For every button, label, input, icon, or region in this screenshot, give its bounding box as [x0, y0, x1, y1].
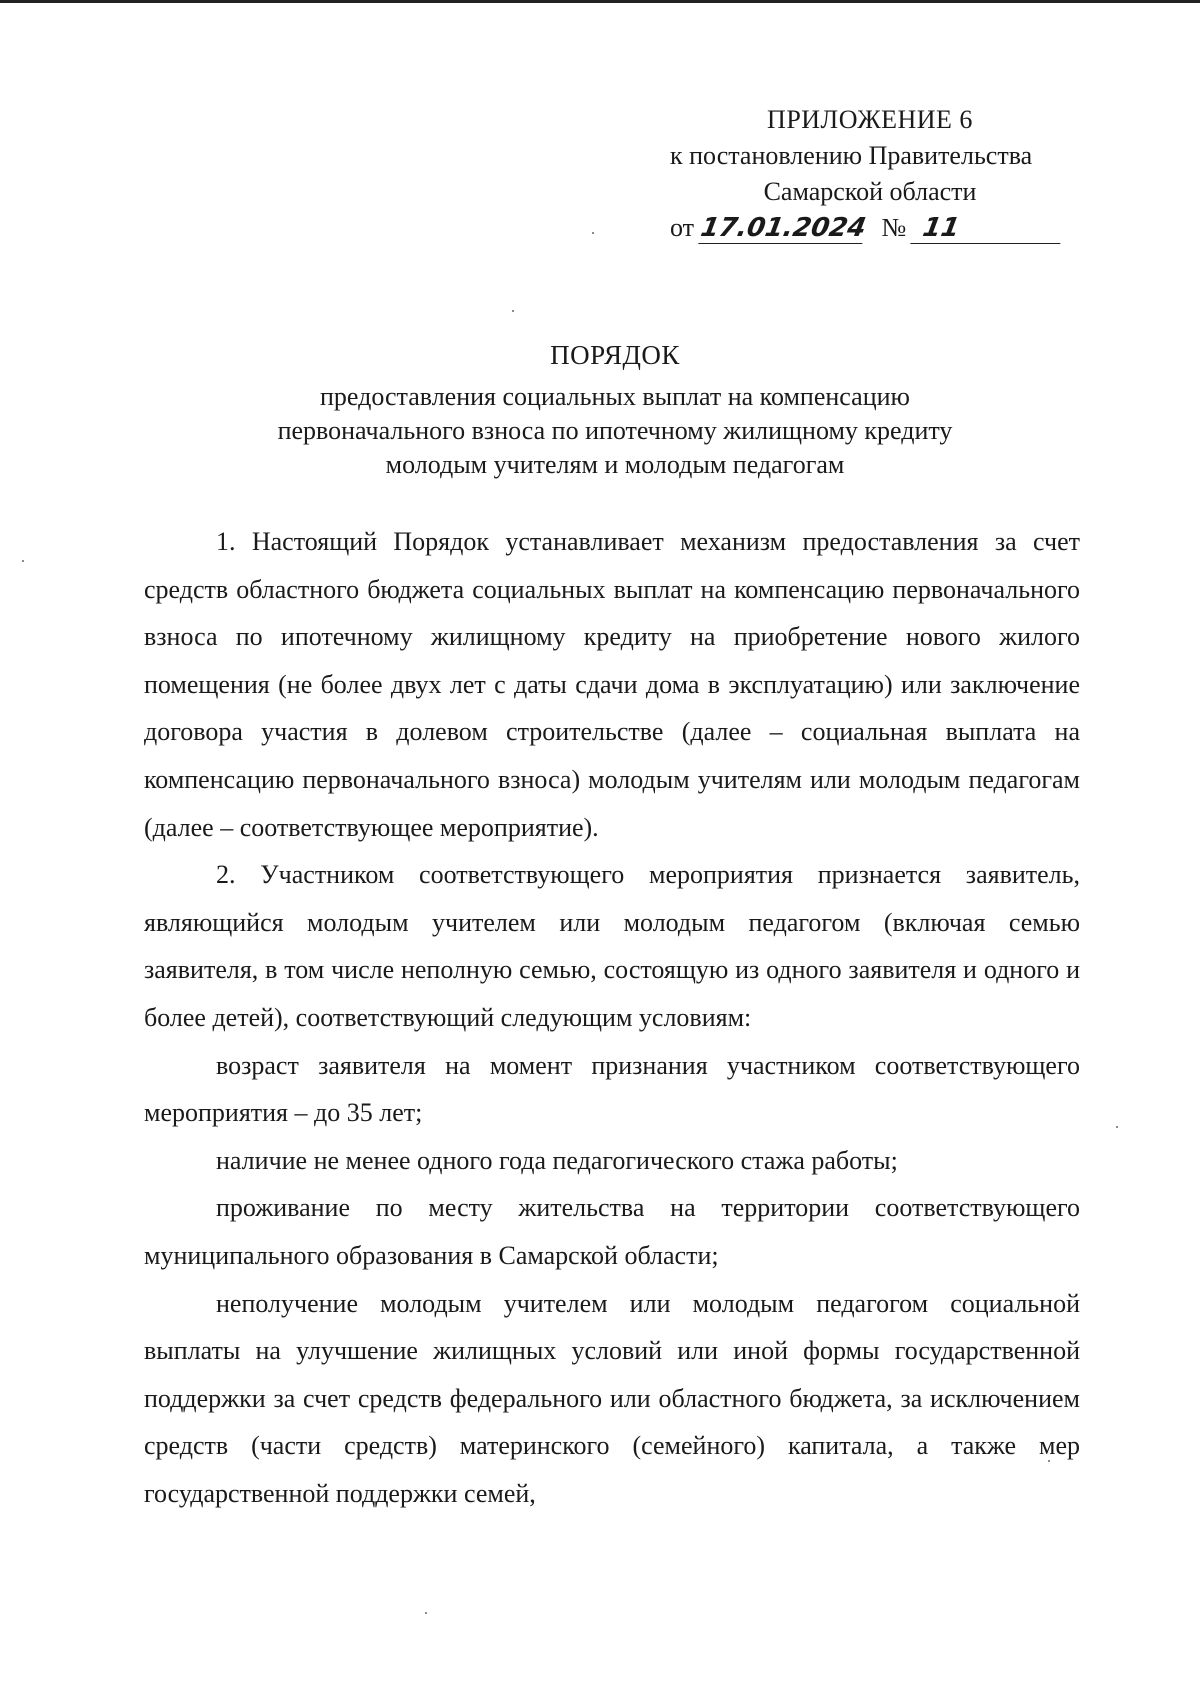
scan-speck — [22, 560, 24, 562]
paragraph: неполучение молодым учителем или молодым педагогом социальной выплаты на улучшение жилищных условий или иной формы государственной поддержки за счет средств федерального или областного бюджета, за исключением средств (части средств) материнского (семейного) капитала, а также мер государственной поддержки семей, — [144, 1288, 1080, 1508]
appendix-date-row — [660, 210, 1080, 246]
subtitle-line: первоначального взноса по ипотечному жилищному кредиту — [277, 416, 953, 445]
paragraph: наличие не менее одного года педагогического стажа работы; — [216, 1145, 898, 1175]
document-title: ПОРЯДОК — [550, 340, 680, 370]
number-prefix: № — [881, 213, 907, 242]
handwritten-date: 17.01.2024 — [697, 213, 868, 243]
handwritten-number: 11 — [910, 213, 1065, 244]
date-prefix: от — [670, 213, 695, 242]
appendix-header — [660, 102, 1080, 246]
appendix-title: ПРИЛОЖЕНИЕ 6 — [767, 105, 973, 134]
appendix-region-line: Самарской области — [763, 177, 977, 206]
paragraph: проживание по месту жительства на территории соответствующего муниципального образования в Самарской области; — [144, 1193, 1080, 1270]
subtitle-line: предоставления социальных выплат на компенсацию — [320, 382, 910, 411]
scan-speck — [1116, 1126, 1118, 1128]
appendix-resolution-line: к постановлению Правительства — [670, 141, 1033, 170]
paragraph: 1. Настоящий Порядок устанавливает механизм предоставления за счет средств областного бюджета социальных выплат на компенсацию первоначального взноса по ипотечному жилищному кредиту на приобретение нового жилого помещения (не более двух лет с даты сдачи дома в эксплуатацию) или заключение договора участия в долевом строительстве (далее – социальная выплата на компенсацию первоначального взноса) молодым учителям или молодым педагогам (далее – соответствующее мероприятие). — [144, 527, 1080, 842]
document-title-block — [120, 338, 1110, 482]
scan-speck — [512, 310, 514, 312]
scan-speck — [1048, 1460, 1050, 1462]
scan-speck — [592, 232, 594, 234]
paragraph: 2. Участником соответствующего мероприятия признается заявитель, являющийся молодым учителем или молодым педагогом (включая семью заявителя, в том числе неполную семью, состоящую из одного заявителя и одного и более детей), соответствующий следующим условиям: — [144, 860, 1080, 1032]
subtitle-line: молодым учителям и молодым педагогам — [385, 450, 845, 479]
scan-speck — [425, 1612, 427, 1614]
paragraph: возраст заявителя на момент признания участником соответствующего мероприятия – до 35 лет; — [144, 1050, 1080, 1128]
top-border-line — [0, 0, 1200, 3]
document-body — [144, 518, 1080, 1517]
